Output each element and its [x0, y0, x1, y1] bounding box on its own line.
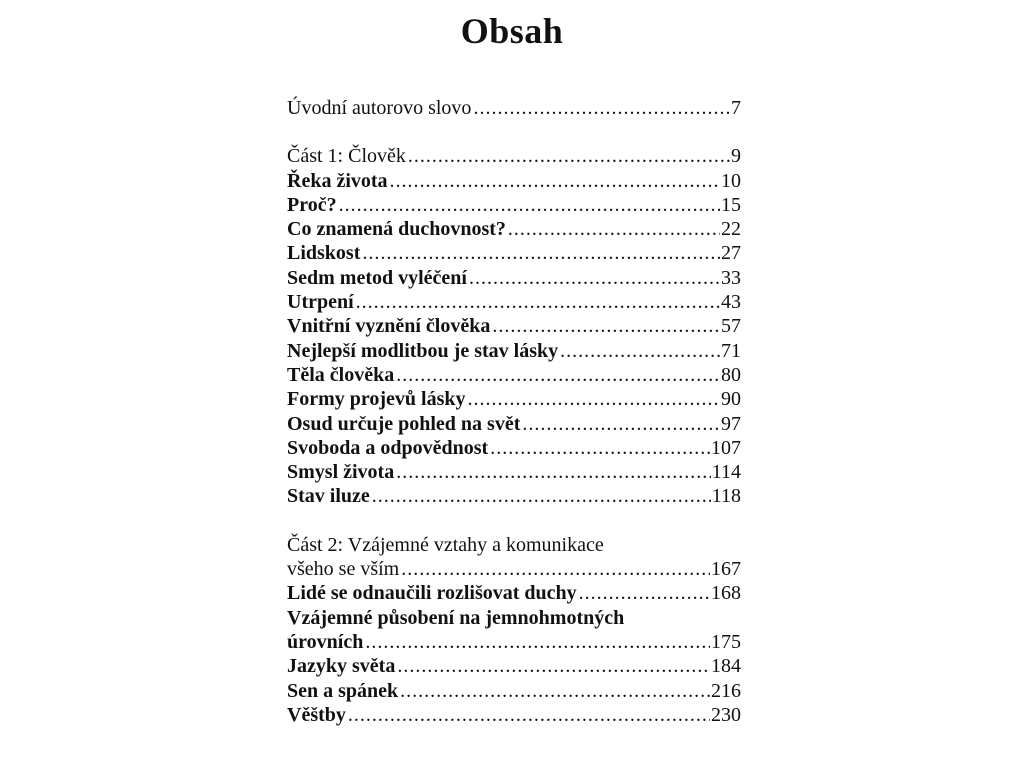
toc-entry[interactable] [287, 339, 741, 363]
toc-entry-label-line1: Vzájemné působení na jemnohmotných [287, 606, 625, 629]
dot-leader [408, 144, 730, 168]
dot-leader [396, 363, 720, 387]
dot-leader [469, 266, 720, 290]
toc-section-part-2-line1: Část 2: Vzájemné vztahy a komunikace [287, 533, 604, 556]
toc-page-number: 71 [721, 339, 741, 362]
toc-entry-label: Formy projevů lásky [287, 388, 466, 411]
toc-page-number: 27 [721, 242, 741, 265]
toc-entry-label: Svoboda a odpovědnost [287, 436, 489, 459]
toc-entry[interactable] [287, 703, 741, 727]
toc-page-number: 184 [711, 655, 741, 678]
table-of-contents [287, 96, 741, 727]
dot-leader [473, 96, 730, 120]
dot-leader [372, 484, 711, 508]
toc-entry-label: Lidé se odnaučili rozlišovat duchy [287, 582, 577, 605]
section-gap [287, 509, 741, 533]
toc-entry-label: Sen a spánek [287, 679, 399, 702]
section-gap [287, 120, 741, 144]
toc-page-number: 107 [711, 436, 741, 459]
toc-entry-label: Řeka života [287, 169, 388, 192]
toc-entry-label: Těla člověka [287, 363, 395, 386]
toc-page-number: 80 [721, 363, 741, 386]
toc-entry-label: úrovních [287, 630, 364, 653]
toc-entry-label: Smysl života [287, 461, 395, 484]
dot-leader [397, 654, 710, 678]
toc-entry-label: Vnitřní vyznění člověka [287, 315, 491, 338]
toc-entry[interactable] [287, 193, 741, 217]
toc-entry[interactable] [287, 217, 741, 241]
toc-entry[interactable] [287, 484, 741, 508]
dot-leader [356, 290, 720, 314]
dot-leader [522, 412, 720, 436]
toc-entry[interactable] [287, 169, 741, 193]
dot-leader [560, 339, 720, 363]
toc-entry[interactable] [287, 314, 741, 338]
toc-page-number: 9 [731, 145, 741, 168]
toc-page-number: 168 [711, 582, 741, 605]
toc-page-number: 230 [711, 703, 741, 726]
toc-page-number: 10 [721, 169, 741, 192]
toc-section-part-1[interactable] [287, 144, 741, 168]
toc-page-number: 7 [731, 97, 741, 119]
dot-leader [362, 241, 720, 265]
toc-entry-label: Lidskost [287, 242, 361, 265]
toc-entry-label: Věštby [287, 703, 346, 726]
toc-entry[interactable] [287, 241, 741, 265]
toc-entry[interactable] [287, 630, 741, 654]
toc-page-number: 57 [721, 315, 741, 338]
toc-page-number: 175 [711, 630, 741, 653]
dot-leader [390, 169, 720, 193]
toc-entry-label: všeho se vším [287, 558, 400, 581]
dot-leader [396, 460, 711, 484]
toc-page-number: 216 [711, 679, 741, 702]
toc-entry-label: Osud určuje pohled na svět [287, 412, 521, 435]
dot-leader [339, 193, 720, 217]
toc-page-number: 114 [711, 461, 741, 484]
toc-entry-label: Stav iluze [287, 485, 370, 508]
dot-leader [492, 314, 720, 338]
toc-entry[interactable] [287, 654, 741, 678]
toc-entry[interactable] [287, 387, 741, 411]
toc-section-part-2[interactable] [287, 557, 741, 581]
dot-leader [579, 581, 710, 605]
toc-entry-label: Sedm metod vyléčení [287, 266, 467, 289]
toc-entry[interactable] [287, 679, 741, 703]
toc-entry[interactable] [287, 290, 741, 314]
toc-entry-label: Úvodní autorovo slovo [287, 97, 472, 119]
toc-page-number: 43 [721, 291, 741, 314]
dot-leader [508, 217, 720, 241]
toc-entry[interactable] [287, 266, 741, 290]
toc-page-number: 15 [721, 193, 741, 216]
toc-entry[interactable] [287, 412, 741, 436]
toc-entry-label: Co znamená duchovnost? [287, 218, 506, 241]
toc-page-number: 167 [711, 558, 741, 581]
toc-entry-label: Část 1: Člověk [287, 145, 406, 168]
toc-entry-label: Utrpení [287, 291, 354, 314]
dot-leader [401, 557, 710, 581]
toc-page-number: 90 [721, 388, 741, 411]
toc-entry[interactable] [287, 436, 741, 460]
dot-leader [468, 387, 720, 411]
dot-leader [365, 630, 710, 654]
toc-entry-label: Nejlepší modlitbou je stav lásky [287, 339, 559, 362]
toc-entry-preface[interactable] [287, 96, 741, 120]
toc-entry[interactable] [287, 460, 741, 484]
toc-page-number: 33 [721, 266, 741, 289]
toc-entry-label: Jazyky světa [287, 655, 396, 678]
page-title: Obsah [460, 11, 564, 51]
dot-leader [400, 679, 710, 703]
dot-leader [490, 436, 710, 460]
toc-entry[interactable] [287, 581, 741, 605]
toc-page-number: 97 [721, 412, 741, 435]
toc-entry-label: Proč? [287, 193, 337, 216]
toc-page-number: 118 [711, 485, 741, 508]
toc-page-number: 22 [721, 218, 741, 241]
dot-leader [348, 703, 710, 727]
toc-entry[interactable] [287, 363, 741, 387]
